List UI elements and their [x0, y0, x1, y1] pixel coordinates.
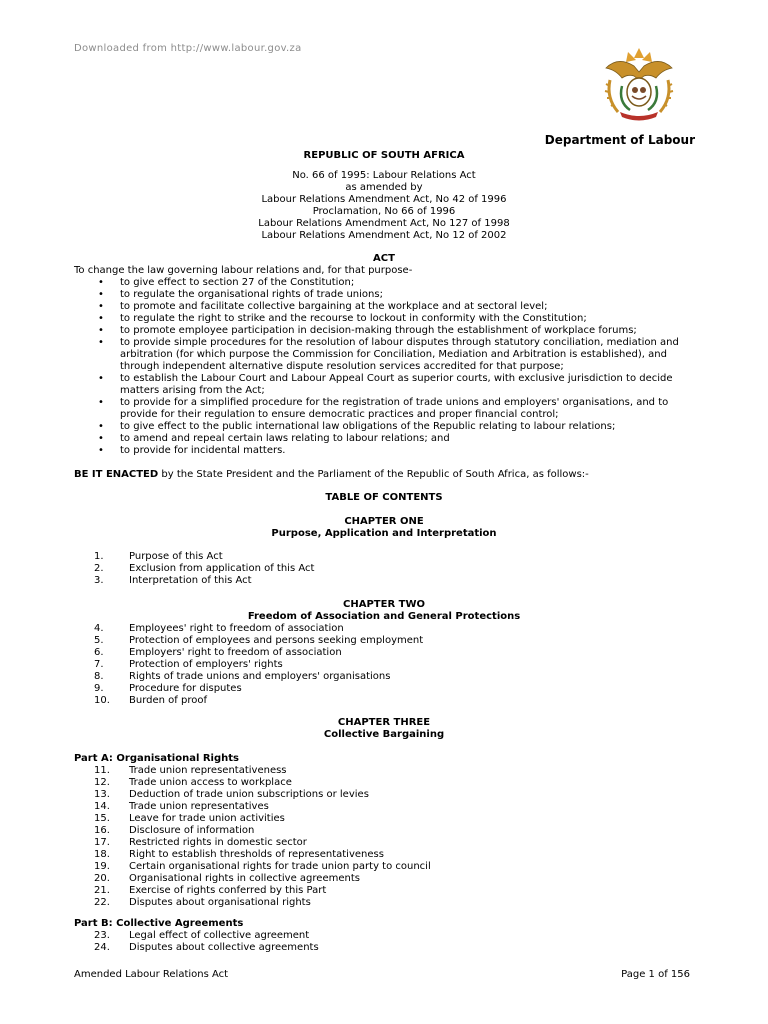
bullet-icon: • [98, 397, 104, 408]
bullet-icon: • [98, 445, 104, 456]
toc-item[interactable]: 12. Trade union access to workplace [94, 777, 292, 788]
toc-item[interactable]: 20. Organisational rights in collective agreements [94, 873, 360, 884]
chapter-three-label: CHAPTER THREE [337, 717, 431, 728]
part-b-heading: Part B: Collective Agreements [74, 918, 244, 929]
page-number: Page 1 of 156 [621, 969, 690, 980]
toc-item[interactable]: 16. Disclosure of information [94, 825, 255, 836]
title-line: as amended by [345, 182, 423, 193]
act-intro: To change the law governing labour relations and, for that purpose- [74, 265, 413, 276]
footer-document-title: Amended Labour Relations Act [74, 969, 229, 980]
chapter-two-toc [94, 623, 423, 707]
bullet-icon: • [98, 301, 104, 312]
list-item: • to give effect to section 27 of the Constitution; [98, 277, 355, 288]
list-item: • to give effect to the public international law obligations of the Republic relating to labour relations; [98, 421, 616, 432]
toc-item[interactable]: 10. Burden of proof [94, 695, 207, 706]
title-line: Labour Relations Amendment Act, No 127 of 1998 [258, 218, 510, 229]
toc-item[interactable]: 15. Leave for trade union activities [94, 813, 285, 824]
toc-item[interactable]: 8. Rights of trade unions and employers' organisations [94, 671, 391, 682]
toc-item[interactable]: 1. Purpose of this Act [94, 551, 223, 562]
bullet-icon: • [98, 337, 104, 348]
toc-item[interactable]: 18. Right to establish thresholds of representativeness [94, 849, 384, 860]
title-line: Proclamation, No 66 of 1996 [312, 206, 456, 217]
bullet-icon: • [98, 277, 104, 288]
bullet-icon: • [98, 421, 104, 432]
toc-item[interactable]: 6. Employers' right to freedom of association [94, 647, 342, 658]
act-title-block [74, 170, 694, 242]
list-item: • to provide simple procedures for the resolution of labour disputes through statutory conciliation, mediation and arbitration (for which purpose the Commission for Conciliation, Mediation and Arbitration is established), and through independent alternative dispute resolution services accredited for that purpose; [98, 337, 679, 372]
toc-item[interactable]: 24. Disputes about collective agreements [94, 942, 319, 953]
toc-item[interactable]: 11. Trade union representativeness [94, 765, 287, 776]
list-item: • to regulate the right to strike and the recourse to lockout in conformity with the Constitution; [98, 313, 587, 324]
department-name: Department of Labour [544, 133, 695, 147]
download-source-note: Downloaded from http://www.labour.gov.za [74, 43, 302, 54]
bullet-icon: • [98, 433, 104, 444]
enact-bold: BE IT ENACTED [74, 469, 159, 480]
toc-heading: TABLE OF CONTENTS [325, 492, 443, 503]
purpose-list [74, 277, 694, 457]
toc-item[interactable]: 2. Exclusion from application of this Act [94, 563, 315, 574]
chapter-three-title: Collective Bargaining [323, 729, 445, 740]
chapter-one-label: CHAPTER ONE [344, 516, 424, 527]
list-item: • to amend and repeal certain laws relating to labour relations; and [98, 433, 450, 444]
toc-item[interactable]: 7. Protection of employers' rights [94, 659, 283, 670]
toc-item[interactable]: 4. Employees' right to freedom of association [94, 623, 344, 634]
part-b-toc [94, 930, 319, 954]
list-item: • to provide for a simplified procedure for the registration of trade unions and employers' organisations, and to provide for their regulation to ensure democratic practices and proper financial control; [98, 397, 669, 420]
list-item: • to promote employee participation in decision-making through the establishment of workplace forums; [98, 325, 637, 336]
list-item: • to establish the Labour Court and Labour Appeal Court as superior courts, with exclusive jurisdiction to decide matters arising from the Act; [98, 373, 673, 396]
toc-item[interactable]: 13. Deduction of trade union subscriptions or levies [94, 789, 369, 800]
toc-item[interactable]: 3. Interpretation of this Act [94, 575, 252, 586]
country-heading: REPUBLIC OF SOUTH AFRICA [303, 150, 465, 161]
part-a-toc [94, 765, 431, 909]
enact-text: by the State President and the Parliament of the Republic of South Africa, as follows:- [158, 469, 589, 480]
title-line: Labour Relations Amendment Act, No 42 of 1996 [261, 194, 507, 205]
bullet-icon: • [98, 313, 104, 324]
bullet-icon: • [98, 289, 104, 300]
bullet-icon: • [98, 373, 104, 384]
toc-item[interactable]: 17. Restricted rights in domestic sector [94, 837, 307, 848]
act-purpose-section [74, 265, 694, 457]
toc-item[interactable]: 14. Trade union representatives [94, 801, 269, 812]
enactment-clause [74, 469, 714, 481]
chapter-two-label: CHAPTER TWO [343, 599, 425, 610]
chapter-two-title: Freedom of Association and General Protections [247, 611, 521, 622]
title-line: Labour Relations Amendment Act, No 12 of 2002 [261, 230, 507, 241]
toc-item[interactable]: 5. Protection of employees and persons seeking employment [94, 635, 424, 646]
list-item: • to regulate the organisational rights of trade unions; [98, 289, 383, 300]
chapter-one-title: Purpose, Application and Interpretation [271, 528, 497, 539]
title-line: No. 66 of 1995: Labour Relations Act [292, 170, 476, 181]
toc-item[interactable]: 23. Legal effect of collective agreement [94, 930, 310, 941]
toc-item[interactable]: 21. Exercise of rights conferred by this Part [94, 885, 327, 896]
part-a-heading: Part A: Organisational Rights [74, 753, 239, 764]
toc-item[interactable]: 19. Certain organisational rights for trade union party to council [94, 861, 431, 872]
chapter-one-toc [94, 551, 314, 587]
list-item: • to provide for incidental matters. [98, 445, 286, 456]
bullet-icon: • [98, 325, 104, 336]
act-heading: ACT [373, 253, 395, 264]
coat-of-arms-icon [600, 46, 678, 122]
list-item: • to promote and facilitate collective bargaining at the workplace and at sectoral level; [98, 301, 548, 312]
toc-item[interactable]: 22. Disputes about organisational rights [94, 897, 311, 908]
toc-item[interactable]: 9. Procedure for disputes [94, 683, 242, 694]
